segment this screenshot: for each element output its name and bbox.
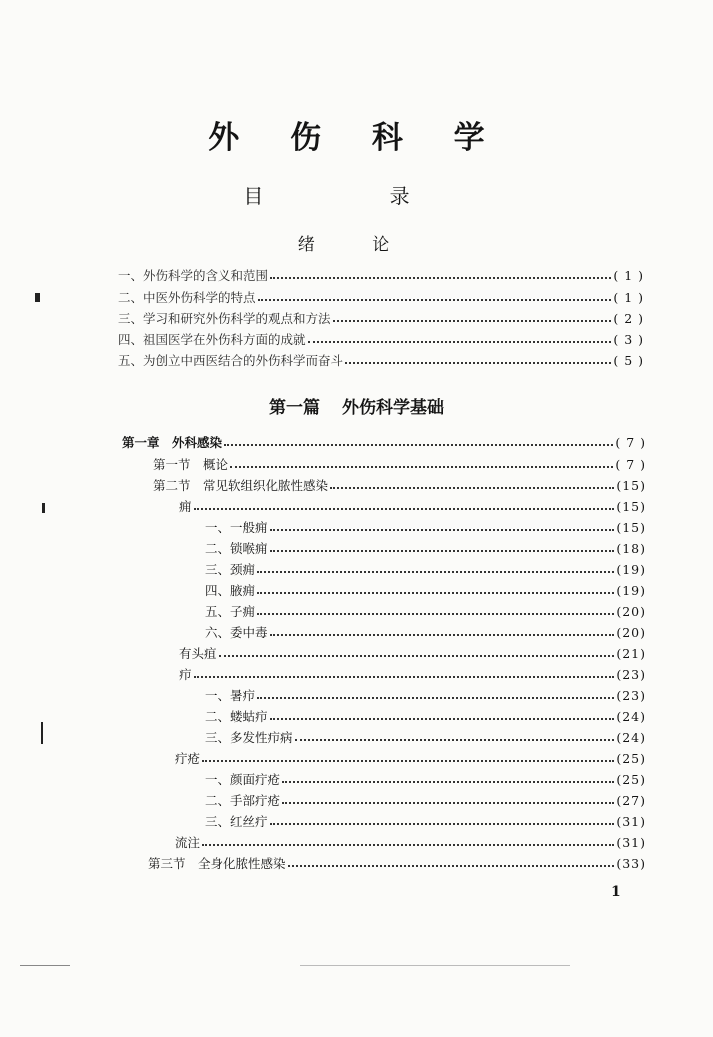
intro-section-title: 绪 论 — [297, 235, 416, 255]
toc-entry-subtopic[interactable] — [205, 560, 646, 580]
toc-entry-page: (33) — [616, 856, 646, 871]
toc-entry-page: (25) — [616, 772, 646, 787]
toc-entry-label: 第一节 概论 — [153, 457, 229, 472]
toc-entry-subtopic[interactable] — [205, 728, 646, 748]
toc-entry-subtopic[interactable] — [205, 686, 646, 706]
toc-entry-intro-3[interactable] — [118, 309, 644, 329]
toc-entry-label: 第一章 外科感染 — [122, 435, 223, 450]
toc-entry-page: ( 7 ) — [615, 457, 646, 472]
toc-entry-intro-4[interactable] — [118, 330, 644, 350]
toc-entry-subtopic[interactable] — [205, 518, 646, 538]
dot-leader — [330, 487, 614, 489]
toc-entry-page: (20) — [616, 625, 646, 640]
toc-entry-page: ( 2 ) — [613, 311, 644, 326]
toc-entry-topic[interactable] — [179, 497, 646, 517]
toc-entry-page: (23) — [616, 667, 646, 682]
book-title: 外 伤 科 学 — [208, 120, 505, 156]
toc-entry-label: 疖 — [179, 667, 192, 682]
toc-entry-page: ( 3 ) — [613, 332, 644, 347]
toc-entry-subtopic[interactable] — [205, 623, 646, 643]
toc-entry-page: (25) — [616, 751, 646, 766]
toc-entry-intro-2[interactable] — [118, 288, 644, 308]
toc-entry-page: (15) — [616, 499, 646, 514]
toc-entry-label: 五、为创立中西医结合的外伤科学而奋斗 — [118, 353, 344, 368]
part-title — [0, 393, 713, 418]
dot-leader — [257, 571, 614, 573]
toc-entry-page: (23) — [616, 688, 646, 703]
dot-leader — [224, 444, 613, 446]
toc-entry-intro-1[interactable] — [118, 266, 644, 286]
contents-title: 目 录 — [243, 184, 470, 208]
page-number: 1 — [611, 884, 621, 900]
toc-entry-subtopic[interactable] — [205, 581, 646, 601]
dot-leader — [270, 718, 615, 720]
dot-leader — [308, 341, 612, 343]
toc-entry-intro-5[interactable] — [118, 351, 644, 371]
toc-entry-topic[interactable] — [175, 749, 646, 769]
scan-mark — [42, 503, 45, 513]
dot-leader — [194, 508, 615, 510]
toc-entry-page: (24) — [616, 709, 646, 724]
toc-entry-page: (18) — [616, 541, 646, 556]
dot-leader — [270, 823, 615, 825]
toc-entry-section[interactable] — [153, 455, 646, 475]
toc-entry-label: 二、中医外伤科学的特点 — [118, 290, 256, 305]
toc-entry-page: (21) — [616, 646, 646, 661]
toc-entry-label: 四、腋痈 — [205, 583, 256, 598]
toc-entry-topic[interactable] — [175, 833, 646, 853]
dot-leader — [257, 592, 614, 594]
toc-entry-label: 四、祖国医学在外伤科方面的成就 — [118, 332, 306, 347]
toc-entry-page: (31) — [616, 835, 646, 850]
toc-entry-label: 一、颜面疔疮 — [205, 772, 281, 787]
toc-entry-subtopic[interactable] — [205, 770, 646, 790]
toc-entry-section[interactable] — [153, 476, 646, 496]
toc-entry-page: ( 1 ) — [613, 290, 644, 305]
toc-entry-label: 流注 — [175, 835, 201, 850]
dot-leader — [282, 781, 614, 783]
part-label: 第一篇 — [269, 398, 320, 418]
scan-line — [20, 965, 70, 966]
dot-leader — [202, 844, 614, 846]
toc-entry-page: (24) — [616, 730, 646, 745]
toc-entry-label: 三、多发性疖病 — [205, 730, 293, 745]
dot-leader — [230, 466, 613, 468]
toc-entry-page: ( 5 ) — [613, 353, 644, 368]
toc-entry-label: 二、锁喉痈 — [205, 541, 268, 556]
toc-entry-label: 三、红丝疔 — [205, 814, 268, 829]
dot-leader — [194, 676, 615, 678]
dot-leader — [270, 634, 615, 636]
dot-leader — [270, 277, 611, 279]
toc-entry-page: (31) — [616, 814, 646, 829]
toc-entry-label: 三、学习和研究外伤科学的观点和方法 — [118, 311, 331, 326]
toc-entry-page: (27) — [616, 793, 646, 808]
dot-leader — [295, 739, 615, 741]
toc-entry-subtopic[interactable] — [205, 791, 646, 811]
dot-leader — [345, 362, 611, 364]
toc-entry-page: (15) — [616, 478, 646, 493]
toc-entry-label: 疔疮 — [175, 751, 201, 766]
toc-entry-page: ( 1 ) — [613, 268, 644, 283]
dot-leader — [288, 865, 615, 867]
toc-entry-label: 二、蝼蛄疖 — [205, 709, 268, 724]
toc-entry-page: (19) — [616, 562, 646, 577]
toc-entry-section[interactable] — [148, 854, 646, 874]
dot-leader — [282, 802, 614, 804]
scan-line — [300, 965, 570, 966]
toc-entry-label: 第三节 全身化脓性感染 — [148, 856, 286, 871]
toc-entry-subtopic[interactable] — [205, 812, 646, 832]
toc-entry-page: (19) — [616, 583, 646, 598]
toc-entry-label: 第二节 常见软组织化脓性感染 — [153, 478, 329, 493]
toc-entry-subtopic[interactable] — [205, 539, 646, 559]
scan-mark — [35, 293, 40, 302]
toc-entry-topic[interactable] — [179, 665, 646, 685]
dot-leader — [270, 529, 615, 531]
scan-mark — [41, 722, 43, 744]
dot-leader — [333, 320, 612, 322]
dot-leader — [270, 550, 615, 552]
toc-entry-chapter[interactable] — [122, 433, 646, 453]
dot-leader — [257, 697, 614, 699]
toc-entry-topic[interactable] — [179, 644, 646, 664]
toc-entry-label: 有头疽 — [179, 646, 217, 661]
dot-leader — [219, 655, 615, 657]
toc-entry-page: ( 7 ) — [615, 435, 646, 450]
toc-entry-label: 三、颈痈 — [205, 562, 256, 577]
toc-entry-label: 二、手部疔疮 — [205, 793, 281, 808]
toc-entry-label: 一、一般痈 — [205, 520, 268, 535]
dot-leader — [202, 760, 614, 762]
toc-entry-label: 痈 — [179, 499, 192, 514]
toc-entry-label: 六、委中毒 — [205, 625, 268, 640]
toc-entry-label: 五、子痈 — [205, 604, 256, 619]
toc-entry-label: 一、暑疖 — [205, 688, 256, 703]
toc-entry-page: (15) — [616, 520, 646, 535]
part-name: 外伤科学基础 — [342, 398, 444, 418]
dot-leader — [257, 613, 614, 615]
dot-leader — [258, 299, 612, 301]
toc-entry-subtopic[interactable] — [205, 707, 646, 727]
toc-entry-page: (20) — [616, 604, 646, 619]
toc-entry-subtopic[interactable] — [205, 602, 646, 622]
toc-entry-label: 一、外伤科学的含义和范围 — [118, 268, 269, 283]
